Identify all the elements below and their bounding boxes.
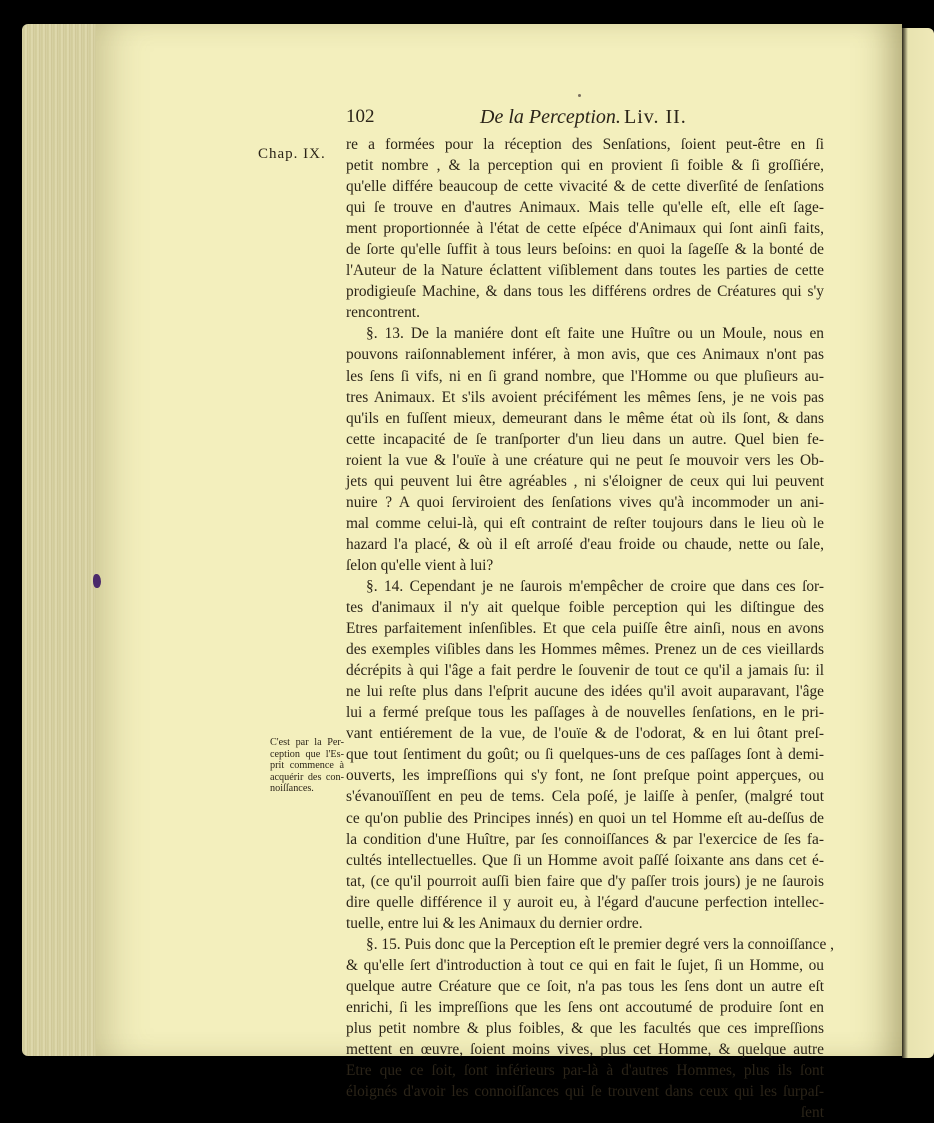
text-line: que tout ſentiment du goût; ou ſi quelques-uns de ces paſſages ſont à demi- (346, 746, 824, 764)
text-line: dire quelle différence il y auroit eu, à l'égard d'aucune perfection intellec- (346, 893, 824, 911)
text-line: tres Animaux. Et s'ils avoient précifément les mêmes ſens, je ne vois pas (346, 388, 824, 406)
margin-note-line: prit commence à (270, 760, 344, 772)
text-line: ouverts, les impreſſions qui s'y font, ne ſont preſque point apperçues, ou (346, 767, 824, 785)
page-number: 102 (346, 106, 375, 127)
text-line: enrichi, ſi les impreſſions que les ſens ont accoutumé de produire ſont en (346, 998, 824, 1016)
text-line: prodigieuſe Machine, & dans tous les différens ordres de Créatures qui s'y (346, 283, 824, 301)
text-line: petit nombre , & la perception qui en provient ſi foible & ſi groſſiére, (346, 157, 824, 175)
paragraph-15-start: §. 15. Puis donc que la Perception eſt le premier degré vers la connoiſſance , (366, 935, 834, 953)
text-line: ce qu'on publie des Principes innés) en quoi un tel Homme eſt au-deſſus de (346, 809, 824, 827)
text-line: de ſorte qu'elle ſuffit à tous leurs beſoins: en quoi la ſageſſe & la bonté de (346, 241, 824, 259)
text-line: des exemples viſibles dans les Hommes mêmes. Prenez un de ces vieillards (346, 641, 824, 659)
text-line: ne lui reſte plus dans l'eſprit aucune des idées qu'il avoit auparavant, l'âge (346, 683, 824, 701)
text-line: plus petit nombre & plus foibles, & que les facultés que ces impreſſions (346, 1019, 824, 1037)
text-line: ſelon qu'elle vient à lui? (346, 556, 494, 574)
text-line: rencontrent. (346, 304, 420, 322)
text-line: tat, (ce qu'il pourroit auſſi bien faire que d'y paſſer trois jours) je ne ſaurois (346, 872, 824, 890)
running-title: De la Perception. (480, 106, 621, 128)
text-line: éloignés d'avoir les connoiſſances qui ſe trouvent dans ceux qui les ſurpaſ- (346, 1083, 824, 1101)
text-line: qu'elle différe beaucoup de cette vivacité & de cette diverſité de ſenſations (346, 178, 824, 196)
ink-stain (93, 574, 101, 588)
facing-page-edge (902, 28, 934, 1058)
text-line: décrépits à qui l'âge a fait perdre le ſouvenir de tout ce qu'il a jamais ſu: il (346, 662, 824, 680)
text-line: Etre que ce ſoit, ſont inférieurs par-là à d'autres Hommes, plus ils ſont (346, 1062, 824, 1080)
text-line: vant entiérement de la vue, de l'ouïe & de l'odorat, & en lui ôtant preſ- (346, 725, 824, 743)
text-line: & qu'elle ſert d'introduction à tout ce qui en fait le ſujet, ſi un Homme, ou (346, 956, 824, 974)
text-line: pouvons raiſonnablement inférer, à mon avis, que ces Animaux n'ont pas (346, 346, 824, 364)
book-label: Liv. II. (624, 106, 687, 128)
text-line: s'évanouïſſent en peu de tems. Cela poſé, je laiſſe à penſer, (malgré tout (346, 788, 824, 806)
text-line: qu'ils en fuſſent mieux, demeurant dans le même état où ils ſont, & dans (346, 409, 824, 427)
text-line: Etres parfaitement inſenſibles. Et que cela puiſſe être ainſi, nous en avons (346, 620, 824, 638)
text-line: cette incapacité de ſe tranſporter d'un lieu dans un autre. Quel bien fe- (346, 430, 824, 448)
text-line: lui a fermé preſque tous les paſſages à de nouvelles ſenſations, en le pri- (346, 704, 824, 722)
paragraph-13-start: §. 13. De la maniére dont eſt faite une Huître ou un Moule, nous en (366, 325, 824, 343)
text-line: roient la vue & l'ouïe à une créature qui ne peut ſe mouvoir vers les Ob- (346, 451, 824, 469)
text-line: mettent en œuvre, ſoient moins vives, plus cet Homme, & quelque autre (346, 1041, 824, 1059)
text-line: la condition d'une Huître, par ſes connoiſſances & par l'exercice de ſes fa- (346, 830, 824, 848)
text-line: jets qui peuvent lui être agréables , ni s'éloigner de ceux qui lui peuvent (346, 472, 824, 490)
body-text (346, 134, 834, 1123)
catchword: ſent (800, 1104, 824, 1122)
text-line: quelque autre Créature que ce ſoit, n'a pas tous les ſens dont un autre eſt (346, 977, 824, 995)
text-line: qui ſe trouve en d'autres Animaux. Mais telle qu'elle eſt, elle eſt ſage- (346, 199, 824, 217)
text-line: tes d'animaux il n'y ait quelque foible perception qui les diſtingue des (346, 599, 824, 617)
text-line: ment proportionnée à l'état de cette eſpéce d'Animaux qui ſont ainſi faits, (346, 220, 824, 238)
margin-note-line: noiſſances. (270, 783, 314, 795)
margin-note-line: acquérir des con- (270, 771, 344, 783)
text-line: cultés intellectuelles. Que ſi un Homme avoit paſſé ſoixante ans dans cet é- (346, 851, 824, 869)
margin-note (270, 737, 344, 795)
margin-note-line: C'est par la Per- (270, 737, 344, 748)
paper-speck (578, 94, 581, 97)
text-line: tuelle, entre lui & les Animaux du dernier ordre. (346, 914, 643, 932)
text-line: les ſens ſi vifs, ni en ſi grand nombre, que l'Homme ou que pluſieurs au- (346, 367, 824, 385)
text-line: re a formées pour la réception des Senſations, ſoient peut-être en ſi (346, 136, 824, 153)
text-line: mal comme celui-là, qui eſt contraint de reſter toujours dans le lieu où le (346, 514, 824, 532)
chapter-label: Chap. IX. (258, 146, 326, 162)
paragraph-14-start: §. 14. Cependant je ne ſaurois m'empêcher de croire que dans ces ſor- (366, 577, 824, 595)
text-line: nuire ? A quoi ſerviroient des ſenſations vives qu'à incommoder un ani- (346, 493, 824, 511)
running-header (346, 106, 820, 130)
text-line: hazard l'a placé, & où il eſt arroſé d'eau froide ou chaude, nette ou ſale, (346, 535, 824, 553)
margin-note-line: ception que l'Es- (270, 748, 344, 760)
text-line: l'Auteur de la Nature éclattent viſiblement dans toutes les parties de cette (346, 262, 824, 280)
